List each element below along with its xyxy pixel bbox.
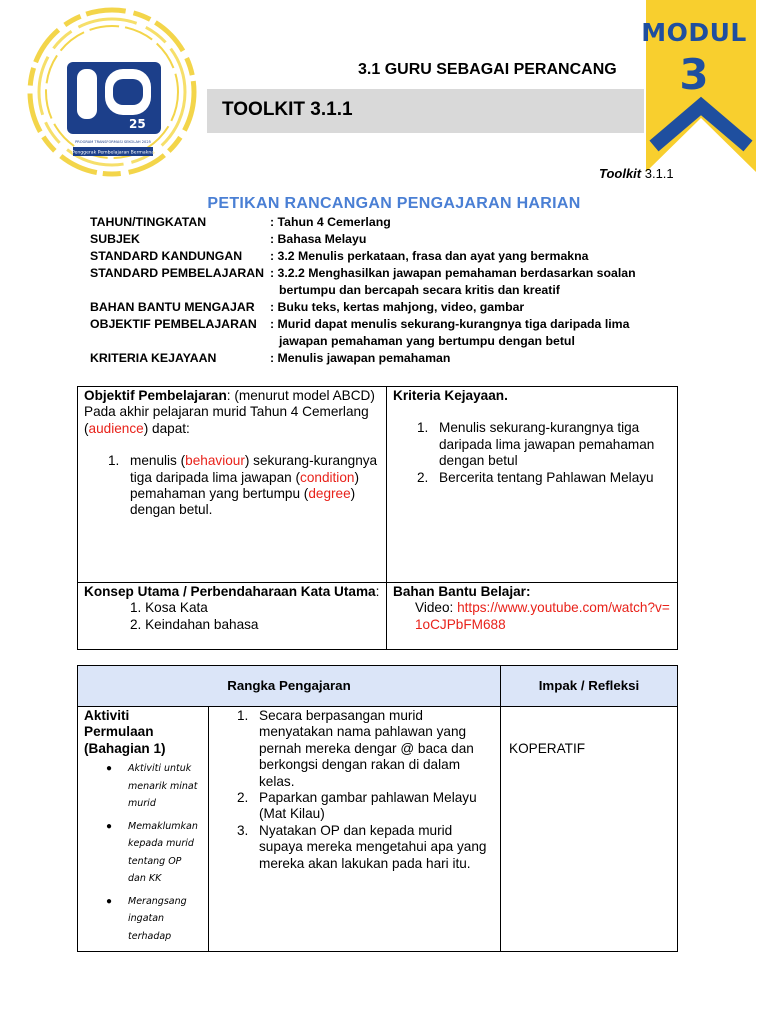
info-row bbox=[90, 231, 650, 248]
info-row bbox=[90, 248, 650, 265]
info-continuation: bertumpu dan bercapah secara kritis dan kreatif bbox=[279, 283, 560, 297]
info-continuation: jawapan pemahaman yang bertumpu dengan betul bbox=[279, 334, 575, 348]
info-value: : 3.2 Menulis perkataan, frasa dan ayat yang bermakna bbox=[270, 249, 589, 263]
logo-program-text: PROGRAM TRANSFORMASI SEKOLAH 2025 bbox=[75, 140, 151, 144]
toolkit-ref-label: Toolkit bbox=[599, 166, 642, 181]
info-label: TAHUN/TINGKATAN bbox=[90, 215, 207, 229]
toolkit-title: TOOLKIT 3.1.1 bbox=[222, 99, 353, 120]
toolkit-ref-number: 3.1.1 bbox=[641, 166, 674, 181]
objective-note: : (menurut model ABCD) bbox=[226, 388, 375, 403]
phase-cell bbox=[78, 707, 209, 952]
criteria-list bbox=[393, 420, 671, 486]
video-label: Video: bbox=[415, 600, 458, 616]
audience-tag: audience bbox=[88, 420, 144, 436]
lesson-plan-table bbox=[77, 665, 678, 952]
concept-item: 1. Kosa Kata bbox=[130, 600, 208, 616]
materials-cell bbox=[387, 583, 678, 650]
info-value: : Tahun 4 Cemerlang bbox=[270, 215, 391, 229]
objective-heading: Objektif Pembelajaran bbox=[84, 388, 227, 403]
list-item: 1. Menulis sekurang-kurangnya tiga daripada lima jawapan pemahaman dengan betul bbox=[417, 420, 655, 469]
list-item: ● Memaklumkan kepada murid tentang OP dan KK bbox=[106, 820, 198, 885]
video-link[interactable]: https://www.youtube.com/watch?v=1oCJPbFM688 bbox=[415, 600, 670, 632]
info-row bbox=[90, 350, 650, 367]
steps-list bbox=[237, 708, 494, 872]
framework-header: Rangka Pengajaran bbox=[78, 666, 501, 707]
impact-cell bbox=[501, 707, 678, 952]
info-label: BAHAN BANTU MENGAJAR bbox=[90, 300, 255, 314]
materials-heading: Bahan Bantu Belajar: bbox=[393, 584, 531, 599]
impact-header: Impak / Refleksi bbox=[501, 666, 678, 707]
info-value: : 3.2.2 Menghasilkan jawapan pemahaman berdasarkan soalan bbox=[270, 266, 636, 280]
module-label: MODUL bbox=[641, 18, 747, 47]
steps-cell bbox=[209, 707, 501, 952]
list-item: ● Merangsang ingatan terhadap bbox=[106, 895, 187, 942]
info-value: : Murid dapat menulis sekurang-kurangnya tiga daripada lima bbox=[270, 317, 630, 331]
objective-intro-end: ) dapat: bbox=[143, 420, 190, 436]
behaviour-tag: behaviour bbox=[185, 453, 245, 469]
module-badge bbox=[632, 0, 768, 172]
concept-item: 2. Keindahan bahasa bbox=[130, 616, 259, 632]
toolkit-reference bbox=[599, 166, 674, 181]
list-item: ● Aktiviti untuk menarik minat murid bbox=[106, 763, 198, 810]
phase-label: Aktiviti Permulaan (Bahagian 1) bbox=[84, 708, 166, 756]
criteria-cell bbox=[387, 387, 678, 583]
lesson-info bbox=[90, 214, 650, 367]
info-value: : Bahasa Melayu bbox=[270, 232, 367, 246]
concept-heading: Konsep Utama / Perbendaharaan Kata Utama bbox=[84, 584, 376, 599]
objective-table bbox=[77, 386, 678, 650]
info-label: SUBJEK bbox=[90, 232, 140, 246]
info-value: : Menulis jawapan pemahaman bbox=[270, 351, 451, 365]
list-item: 2. Paparkan gambar pahlawan Melayu (Mat Kilau) bbox=[237, 790, 477, 822]
list-item: 2. Bercerita tentang Pahlawan Melayu bbox=[417, 469, 654, 485]
objective-cell bbox=[78, 387, 387, 583]
info-row bbox=[90, 265, 650, 282]
info-row bbox=[90, 299, 650, 316]
objective-intro: Pada akhir pelajaran murid Tahun 4 Cemerlang ( bbox=[84, 404, 369, 436]
list-item: 3. Nyatakan OP dan kepada murid supaya mereka mengetahui apa yang mereka akan lakukan pada hari itu. bbox=[237, 822, 487, 871]
phase-notes bbox=[84, 760, 202, 945]
impact-value: KOPERATIF bbox=[509, 741, 586, 756]
list-item: 1. Secara berpasangan murid menyatakan nama pahlawan yang pernah mereka dengar @ baca dan berkongsi dengan rakan di dalam kelas. bbox=[237, 708, 474, 789]
list-number: 1. bbox=[108, 453, 120, 469]
program-logo bbox=[25, 5, 200, 180]
logo-tagline: Penggerak Pembelajaran Bermakna bbox=[71, 150, 155, 156]
info-label: KRITERIA KEJAYAAN bbox=[90, 351, 217, 365]
info-label: OBJEKTIF PEMBELAJARAN bbox=[90, 317, 257, 331]
logo-number: 25 bbox=[129, 117, 146, 131]
info-row bbox=[90, 214, 650, 231]
concept-cell: Konsep Utama / Perbendaharaan Kata Utama: 1. Kosa Kata 2. Keindahan bahasa bbox=[78, 583, 387, 650]
section-title: 3.1 GURU SEBAGAI PERANCANG bbox=[358, 61, 617, 78]
module-number: 3 bbox=[679, 50, 709, 99]
info-label: STANDARD KANDUNGAN bbox=[90, 249, 243, 263]
info-row bbox=[90, 316, 650, 333]
objective-item: menulis (behaviour) sekurang-kurangnya tiga daripada lima jawapan (condition) pemahaman yang bertumpu (degree) dengan betul. bbox=[130, 453, 378, 518]
condition-tag: condition bbox=[300, 469, 355, 485]
document-title: PETIKAN RANCANGAN PENGAJARAN HARIAN bbox=[207, 195, 581, 212]
degree-tag: degree bbox=[308, 486, 351, 502]
info-label: STANDARD PEMBELAJARAN bbox=[90, 266, 264, 280]
criteria-heading: Kriteria Kejayaan. bbox=[393, 388, 508, 403]
info-value: : Buku teks, kertas mahjong, video, gambar bbox=[270, 300, 525, 314]
